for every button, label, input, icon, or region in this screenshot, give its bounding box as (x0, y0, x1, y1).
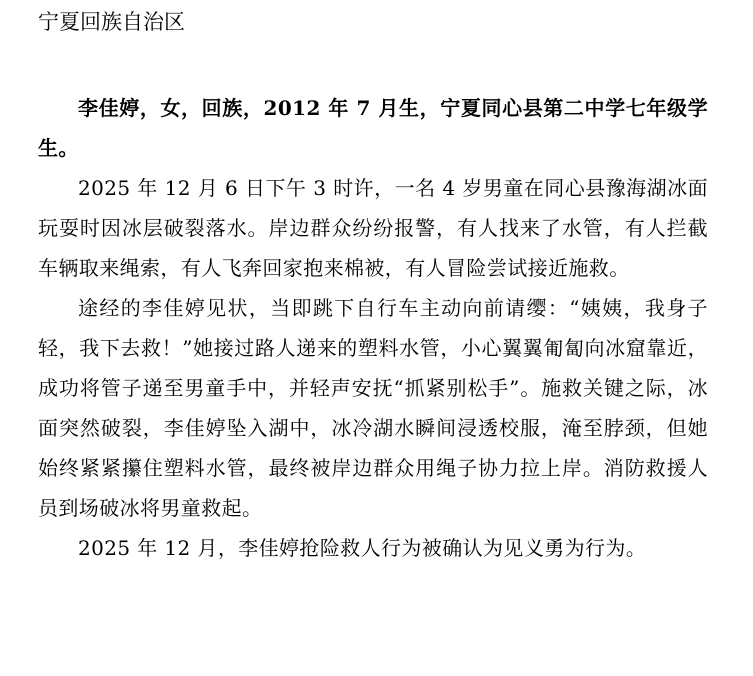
document-body (38, 88, 708, 568)
story-paragraph-3: 2025 年 12 月，李佳婷抢险救人行为被确认为见义勇为行为。 (78, 536, 647, 560)
story-paragraph-2: 途经的李佳婷见状，当即跳下自行车主动向前请缨：“姨姨，我身子轻，我下去救！”她接过路人递来的塑料水管，小心翼翼匍匐向冰窟靠近，成功将管子递至男童手中，并轻声安抚“抓紧别松手”。施救关键之际，冰面突然破裂，李佳婷坠入湖中，冰冷湖水瞬间浸透校服，淹至脖颈，但她始终紧紧攥住塑料水管，最终被岸边群众用绳子协力拉上岸。消防救援人员到场破冰将男童救起。 (38, 296, 708, 520)
story-paragraph-1: 2025 年 12 月 6 日下午 3 时许，一名 4 岁男童在同心县豫海湖冰面玩耍时因冰层破裂落水。岸边群众纷纷报警，有人找来了水管，有人拦截车辆取来绳索，有人飞奔回家抱来棉被，有人冒险尝试接近施救。 (38, 176, 708, 280)
region-heading: 宁夏回族自治区 (38, 10, 185, 34)
profile-intro: 李佳婷，女，回族，2012 年 7 月生，宁夏同心县第二中学七年级学生。 (38, 96, 708, 160)
